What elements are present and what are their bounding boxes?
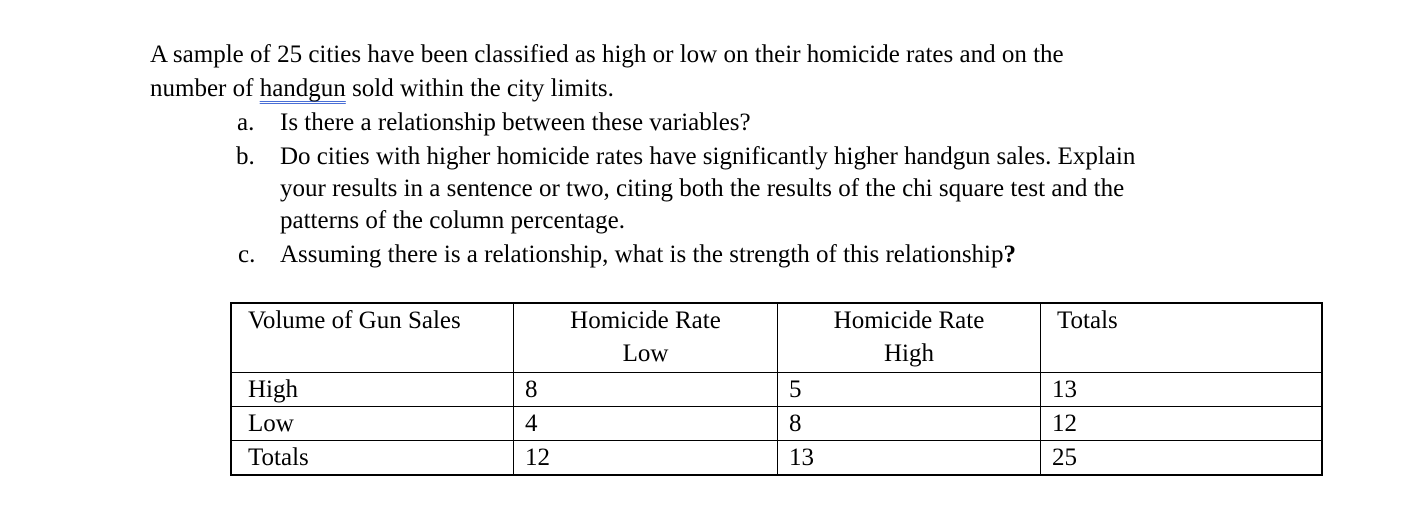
intro-line-2 xyxy=(150,72,614,106)
question-b-line-2: your results in a sentence or two, citing both the results of the chi square test and the xyxy=(280,175,1125,202)
header-totals-label: Totals xyxy=(1057,307,1118,334)
question-b-line-1: Do cities with higher homicide rates have significantly higher handgun sales. Explain xyxy=(280,143,1136,170)
cell-high: 8 xyxy=(778,407,1041,441)
header-volume-label: Volume of Gun Sales xyxy=(248,307,461,334)
question-c-mark: ? xyxy=(1003,241,1016,268)
header-homicide-low-line1: Homicide Rate xyxy=(570,307,721,334)
table-row xyxy=(231,373,1322,407)
row-label: Totals xyxy=(231,441,514,476)
question-c-body: Assuming there is a relationship, what is the strength of this relationship xyxy=(280,241,1004,268)
cell-total: 13 xyxy=(1041,373,1323,407)
table-row xyxy=(231,441,1322,476)
cell-low: 12 xyxy=(514,441,778,476)
question-b-marker: b. xyxy=(236,143,255,170)
question-a-marker: a. xyxy=(237,109,255,136)
header-totals xyxy=(1041,303,1323,373)
intro-line-2-post: sold within the city limits. xyxy=(345,75,614,102)
header-homicide-high xyxy=(778,303,1041,373)
table-row xyxy=(231,407,1322,441)
header-homicide-high-line1: Homicide Rate xyxy=(833,307,985,334)
row-label: Low xyxy=(231,407,514,441)
spellcheck-flagged-word: handgun xyxy=(259,75,346,102)
cell-high: 13 xyxy=(778,441,1041,476)
question-c-text xyxy=(280,238,1016,271)
row-label: High xyxy=(231,373,514,407)
question-c-marker: c. xyxy=(238,241,256,268)
header-homicide-low-line2: Low xyxy=(622,340,669,367)
cell-high: 5 xyxy=(778,373,1041,407)
header-volume-of-gun-sales xyxy=(231,303,514,373)
crosstab-table xyxy=(230,302,1323,476)
table-header-row xyxy=(231,303,1322,373)
intro-line-2-pre: number of xyxy=(150,75,260,102)
header-homicide-low xyxy=(514,303,778,373)
cell-total: 12 xyxy=(1041,407,1323,441)
header-homicide-high-line2: High xyxy=(884,340,934,367)
question-b-line-3: patterns of the column percentage. xyxy=(280,207,625,234)
cell-total: 25 xyxy=(1041,441,1323,476)
cell-low: 4 xyxy=(514,407,778,441)
intro-line-1: A sample of 25 cities have been classified as high or low on their homicide rates and on the xyxy=(150,41,1064,68)
question-a-text: Is there a relationship between these variables? xyxy=(280,109,751,136)
cell-low: 8 xyxy=(514,373,778,407)
